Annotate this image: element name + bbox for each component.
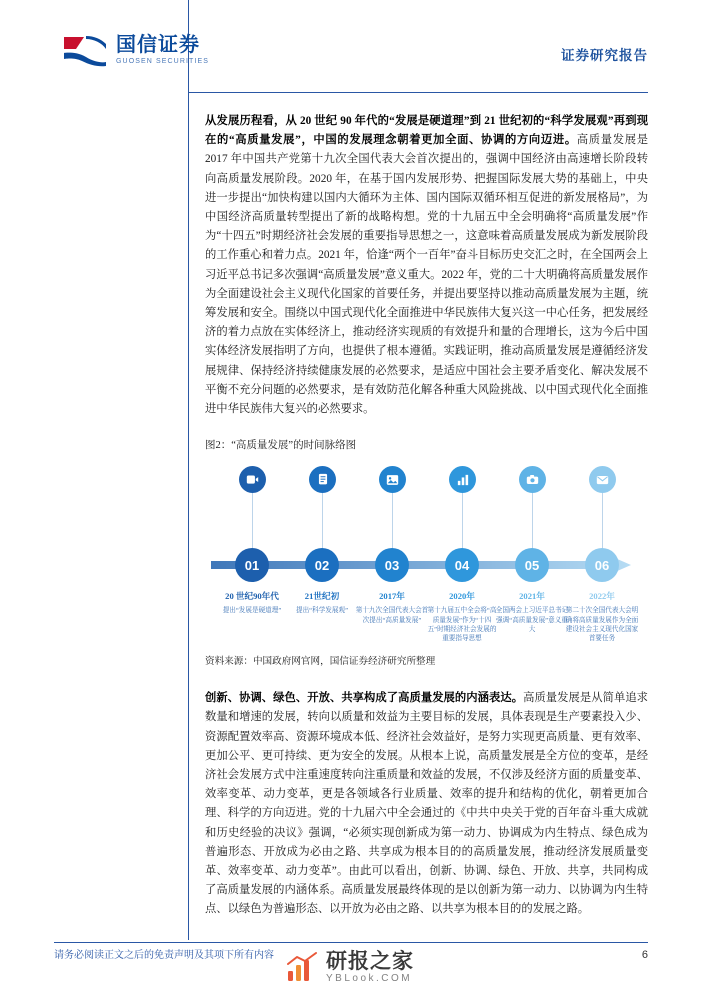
connector-line [532, 493, 533, 555]
timeline-title-05: 2021年 [519, 591, 545, 602]
timeline-desc-02: 提出“科学发展观” [295, 607, 348, 615]
timeline-desc-06: 第二十次全国代表大会明确将高质量发展作为全面建设社会主义现代化国家首要任务 [565, 607, 639, 643]
timeline-node-04: 04 [445, 548, 479, 582]
company-logo [62, 33, 209, 67]
timeline-desc-04: 第十九届五中全会将“高质量发展”作为“十四五”时期经济社会发展的重要指导思想 [427, 607, 497, 643]
page-number: 6 [641, 949, 648, 961]
timeline-title-01: 20 世纪90年代 [225, 591, 279, 602]
logo-company-en: GUOSEN SECURITIES [116, 57, 209, 65]
watermark-chart-icon [285, 951, 319, 985]
timeline-node-03: 03 [375, 548, 409, 582]
mail-icon [589, 466, 616, 493]
guosen-logo-icon [62, 33, 108, 67]
paragraph-2 [205, 689, 648, 919]
timeline-title-06: 2022年 [589, 591, 615, 602]
document-icon [309, 466, 336, 493]
paragraph-2-rest: 高质量发展是从简单追求数量和增速的发展，转向以质量和效益为主要目标的发展，具体表现是生产要素投入少、资源配置效率高、资源环境成本低、经济社会效益好，是努力实现更高质量、更有效率、更加公平、更可持续、更为安全的发展。从根本上说，高质量发展是全方位的变革，是经济社会发展方式中注重速度转向注重质量和效益的发展，不仅涉及经济方面的质量变革、效率变革、动力变革，更是各领域各行业质量、效率的提升和结构的优化，朝着更加合理、科学的方向迈进。党的十九届六中全会通过的《中共中央关于党的百年奋斗重大成就和历史经验的决议》强调，“必须实现创新成为第一动力、协调成为内生特点、绿色成为普遍形态、开放成为必由之路、共享成为根本目的的高质量发展，推动经济发展质量变革、效率变革、动力变革”。由此可以看出，创新、协调、绿色、开放、共享，共同构成了高质量发展的内涵体系。高质量发展最终体现的是以创新为第一动力、以协调为内生特点、以绿色为普遍形态、以开放为必由之路、以共享为根本目的的发展之路。 [205, 692, 648, 916]
left-vertical-rule [188, 0, 189, 940]
page-header [0, 0, 702, 92]
logo-text [116, 34, 209, 67]
camera-icon [519, 466, 546, 493]
timeline-desc-05: 全国两会上习近平总书记强调“高质量发展”意义重大 [495, 607, 569, 634]
logo-company-cn: 国信证券 [116, 33, 200, 56]
video-icon [239, 466, 266, 493]
timeline-desc-03: 第十九次全国代表大会首次提出“高质量发展” [355, 607, 429, 624]
connector-line [322, 493, 323, 555]
watermark-text [326, 951, 414, 985]
document-body [205, 112, 648, 920]
timeline-title-02: 21世纪初 [304, 591, 340, 602]
timeline-node-05: 05 [515, 548, 549, 582]
timeline-node-06: 06 [585, 548, 619, 582]
connector-line [392, 493, 393, 555]
timeline-desc-01: 提出“发展是硬道理” [222, 607, 282, 615]
timeline-node-02: 02 [305, 548, 339, 582]
paragraph-1-rest: 高质量发展是 2017 年中国共产党第十九次全国代表大会首次提出的，强调中国经济由高速增长阶段转向高质量发展阶段。2020 年，在基于国内发展形势、把握国际发展大势的基础上，中央进一步提出“加快构建以国内大循环为主体、国内国际双循环相互促进的新发展格局”，为中国经济高质量转型提出了新的战略构想。党的十九届五中全会明确将“高质量发展”作为“十四五”时期经济社会发展的重要指导思想之一，这意味着高质量发展成为新发展阶段的工作重心和着力点。2021 年，恰逢“两个一百年”奋斗目标历史交汇之时，在全国两会上习近平总书记多次强调“高质量发展”意义重大。2022 年，党的二十大明确将高质量发展作为全面建设社会主义现代化国家的首要任务，并提出要坚持以推动高质量发展为主题，统筹发展和安全。围绕以中国式现代化全面推进中华民族伟大复兴这一中心任务，把发展经济的着力点放在实体经济上，推动经济实现质的有效提升和量的合理增长，这为今后中国实体经济发展指明了方向，也提供了根本遵循。实践证明，推动高质量发展是遵循经济发展规律、保持经济持续健康发展的必然要求，是适应中国社会主要矛盾变化、解决发展不平衡不充分问题的必然要求，是有效防范化解各种重大风险挑战、以中国式现代化全面推进中华民族伟大复兴的必然要求。 [205, 134, 648, 416]
header-divider [188, 92, 648, 93]
paragraph-1 [205, 112, 648, 419]
footer-divider [54, 942, 648, 943]
timeline-title-04: 2020年 [449, 591, 475, 602]
timeline-node-01: 01 [235, 548, 269, 582]
connector-line [462, 493, 463, 555]
watermark [285, 951, 414, 985]
paragraph-1-lead: 从发展历程看，从 20 世纪 90 年代的“发展是硬道理”到 21 世纪初的“科学发展观”再到现在的“高质量发展”，中国的发展理念朝着更加全面、协调的方向迈进。 [205, 115, 648, 147]
watermark-en: YBLook.COM [326, 973, 413, 984]
paragraph-2-lead: 创新、协调、绿色、开放、共享构成了高质量发展的内涵表达。 [205, 692, 524, 705]
footer-disclaimer: 请务必阅读正文之后的免责声明及其项下所有内容 [54, 950, 274, 961]
timeline-arrow [211, 558, 631, 572]
watermark-cn: 研报之家 [326, 950, 414, 973]
figure-source: 资料来源：中国政府网官网，国信证券经济研究所整理 [205, 656, 436, 668]
connector-line [602, 493, 603, 555]
chart-icon [449, 466, 476, 493]
image-icon [379, 466, 406, 493]
header-report-label: 证券研究报告 [561, 48, 648, 63]
connector-line [252, 493, 253, 555]
timeline-figure [205, 462, 648, 647]
figure-caption: 图2：“高质量发展”的时间脉络图 [205, 440, 357, 452]
timeline-icons [205, 462, 648, 502]
timeline-title-03: 2017年 [379, 591, 405, 602]
